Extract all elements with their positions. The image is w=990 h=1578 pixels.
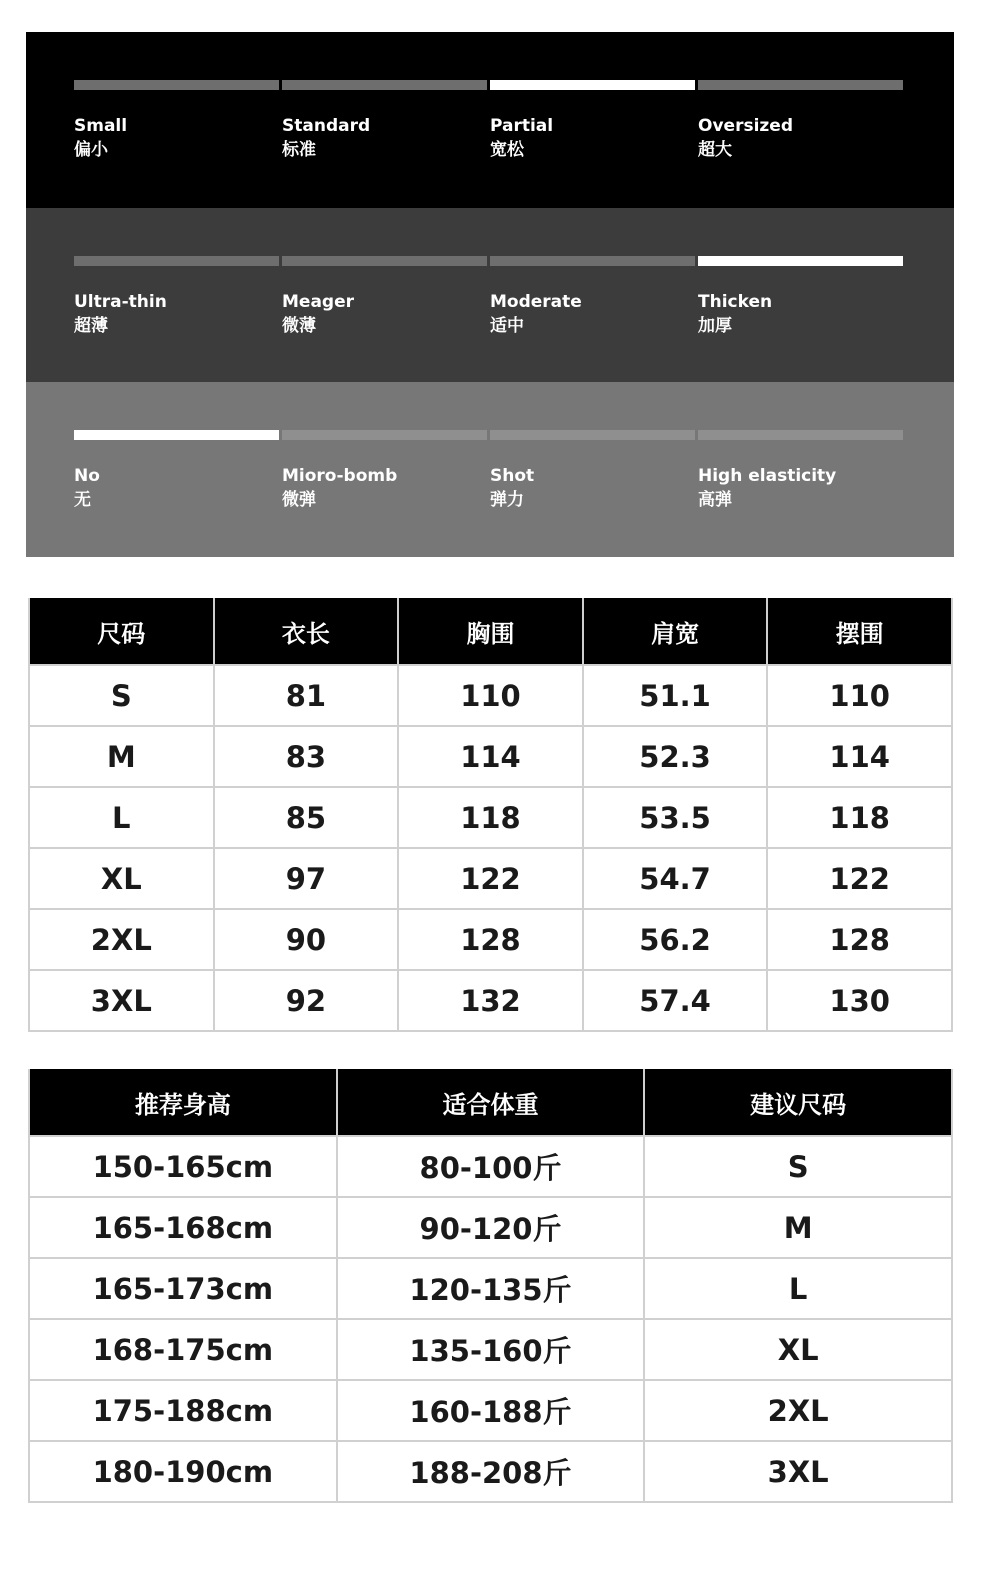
cell-shoulder: 51.1 bbox=[583, 665, 768, 726]
table-row bbox=[29, 665, 952, 726]
table-row bbox=[29, 1441, 952, 1502]
thickness-segment-thicken bbox=[698, 256, 903, 266]
elasticity-option-zh: 无 bbox=[74, 490, 91, 510]
cell-height: 168-175cm bbox=[29, 1319, 337, 1380]
elasticity-panel bbox=[26, 382, 954, 557]
cell-height: 165-168cm bbox=[29, 1197, 337, 1258]
elasticity-option-zh: 高弹 bbox=[698, 490, 732, 510]
elasticity-option-shot bbox=[490, 464, 695, 512]
fit-option-en: Small bbox=[74, 116, 128, 136]
header-length: 衣长 bbox=[214, 598, 399, 665]
cell-weight: 90-120斤 bbox=[337, 1197, 645, 1258]
elasticity-option-en: No bbox=[74, 466, 100, 486]
thickness-option-en: Moderate bbox=[490, 292, 582, 312]
cell-recommended-size: 2XL bbox=[644, 1380, 952, 1441]
cell-weight: 120-135斤 bbox=[337, 1258, 645, 1319]
elasticity-segment-shot bbox=[490, 430, 695, 440]
thickness-option-moderate bbox=[490, 290, 695, 338]
elasticity-segment-high-elasticity bbox=[698, 430, 903, 440]
cell-height: 150-165cm bbox=[29, 1136, 337, 1197]
cell-length: 85 bbox=[214, 787, 399, 848]
fit-option-zh: 超大 bbox=[698, 140, 732, 160]
fit-option-en: Oversized bbox=[698, 116, 793, 136]
cell-weight: 160-188斤 bbox=[337, 1380, 645, 1441]
fit-segment-small bbox=[74, 80, 279, 90]
table-row bbox=[29, 1136, 952, 1197]
fit-option-small bbox=[74, 114, 279, 162]
thickness-option-zh: 微薄 bbox=[282, 316, 316, 336]
cell-weight: 135-160斤 bbox=[337, 1319, 645, 1380]
elasticity-option-zh: 弹力 bbox=[490, 490, 524, 510]
table-row bbox=[29, 848, 952, 909]
cell-chest: 118 bbox=[398, 787, 583, 848]
header-shoulder: 肩宽 bbox=[583, 598, 768, 665]
thickness-option-zh: 超薄 bbox=[74, 316, 108, 336]
elasticity-option-en: Shot bbox=[490, 466, 535, 486]
cell-hem: 114 bbox=[767, 726, 952, 787]
cell-height: 180-190cm bbox=[29, 1441, 337, 1502]
cell-recommended-size: M bbox=[644, 1197, 952, 1258]
cell-recommended-size: 3XL bbox=[644, 1441, 952, 1502]
fit-panel bbox=[26, 32, 954, 208]
thickness-option-meager bbox=[282, 290, 487, 338]
elasticity-segment-no bbox=[74, 430, 279, 440]
cell-recommended-size: S bbox=[644, 1136, 952, 1197]
cell-recommended-size: L bbox=[644, 1258, 952, 1319]
header-size: 尺码 bbox=[29, 598, 214, 665]
cell-shoulder: 53.5 bbox=[583, 787, 768, 848]
cell-height: 165-173cm bbox=[29, 1258, 337, 1319]
elasticity-option-zh: 微弹 bbox=[282, 490, 316, 510]
cell-length: 81 bbox=[214, 665, 399, 726]
table-row bbox=[29, 909, 952, 970]
cell-shoulder: 52.3 bbox=[583, 726, 768, 787]
thickness-option-ultra-thin bbox=[74, 290, 279, 338]
size-recommendation-table bbox=[28, 1069, 953, 1503]
fit-segment-standard bbox=[282, 80, 487, 90]
fit-option-oversized bbox=[698, 114, 903, 162]
fit-option-zh: 宽松 bbox=[490, 140, 524, 160]
header-chest: 胸围 bbox=[398, 598, 583, 665]
elasticity-option-high-elasticity bbox=[698, 464, 903, 512]
table-row bbox=[29, 726, 952, 787]
thickness-option-thicken bbox=[698, 290, 903, 338]
cell-hem: 128 bbox=[767, 909, 952, 970]
fit-option-en: Standard bbox=[282, 116, 371, 136]
cell-weight: 188-208斤 bbox=[337, 1441, 645, 1502]
cell-length: 90 bbox=[214, 909, 399, 970]
cell-hem: 122 bbox=[767, 848, 952, 909]
elasticity-scale-bar bbox=[74, 430, 903, 440]
cell-size: L bbox=[29, 787, 214, 848]
thickness-panel bbox=[26, 208, 954, 382]
thickness-option-zh: 适中 bbox=[490, 316, 524, 336]
cell-shoulder: 57.4 bbox=[583, 970, 768, 1031]
fit-option-partial bbox=[490, 114, 695, 162]
thickness-scale-bar bbox=[74, 256, 903, 266]
header-weight: 适合体重 bbox=[337, 1069, 645, 1136]
header-height: 推荐身高 bbox=[29, 1069, 337, 1136]
cell-chest: 132 bbox=[398, 970, 583, 1031]
cell-chest: 114 bbox=[398, 726, 583, 787]
size-chart-table bbox=[28, 598, 953, 1032]
elasticity-option-en: High elasticity bbox=[698, 466, 837, 486]
cell-length: 97 bbox=[214, 848, 399, 909]
thickness-segment-ultra-thin bbox=[74, 256, 279, 266]
cell-hem: 118 bbox=[767, 787, 952, 848]
cell-size: 2XL bbox=[29, 909, 214, 970]
cell-size: 3XL bbox=[29, 970, 214, 1031]
table-row bbox=[29, 1197, 952, 1258]
cell-size: S bbox=[29, 665, 214, 726]
cell-recommended-size: XL bbox=[644, 1319, 952, 1380]
cell-shoulder: 56.2 bbox=[583, 909, 768, 970]
thickness-option-en: Ultra-thin bbox=[74, 292, 167, 312]
table-row bbox=[29, 970, 952, 1031]
fit-scale-bar bbox=[74, 80, 903, 90]
cell-length: 92 bbox=[214, 970, 399, 1031]
cell-size: M bbox=[29, 726, 214, 787]
cell-size: XL bbox=[29, 848, 214, 909]
cell-length: 83 bbox=[214, 726, 399, 787]
table-row bbox=[29, 1319, 952, 1380]
thickness-option-zh: 加厚 bbox=[698, 316, 732, 336]
header-recommended-size: 建议尺码 bbox=[644, 1069, 952, 1136]
elasticity-option-no bbox=[74, 464, 279, 512]
cell-height: 175-188cm bbox=[29, 1380, 337, 1441]
table-row bbox=[29, 1258, 952, 1319]
thickness-option-en: Meager bbox=[282, 292, 355, 312]
fit-segment-partial bbox=[490, 80, 695, 90]
cell-hem: 130 bbox=[767, 970, 952, 1031]
cell-shoulder: 54.7 bbox=[583, 848, 768, 909]
fit-segment-oversized bbox=[698, 80, 903, 90]
thickness-segment-moderate bbox=[490, 256, 695, 266]
table-row bbox=[29, 1380, 952, 1441]
cell-hem: 110 bbox=[767, 665, 952, 726]
elasticity-option-en: Mioro-bomb bbox=[282, 466, 398, 486]
thickness-segment-meager bbox=[282, 256, 487, 266]
header-hem: 摆围 bbox=[767, 598, 952, 665]
cell-chest: 122 bbox=[398, 848, 583, 909]
cell-weight: 80-100斤 bbox=[337, 1136, 645, 1197]
fit-option-standard bbox=[282, 114, 487, 162]
table-row bbox=[29, 787, 952, 848]
elasticity-segment-mioro-bomb bbox=[282, 430, 487, 440]
fit-option-en: Partial bbox=[490, 116, 554, 136]
table-header-row bbox=[29, 598, 952, 665]
cell-chest: 110 bbox=[398, 665, 583, 726]
fit-option-zh: 偏小 bbox=[74, 140, 108, 160]
elasticity-option-mioro-bomb bbox=[282, 464, 487, 512]
thickness-option-en: Thicken bbox=[698, 292, 773, 312]
cell-chest: 128 bbox=[398, 909, 583, 970]
table-header-row bbox=[29, 1069, 952, 1136]
fit-option-zh: 标准 bbox=[282, 140, 316, 160]
